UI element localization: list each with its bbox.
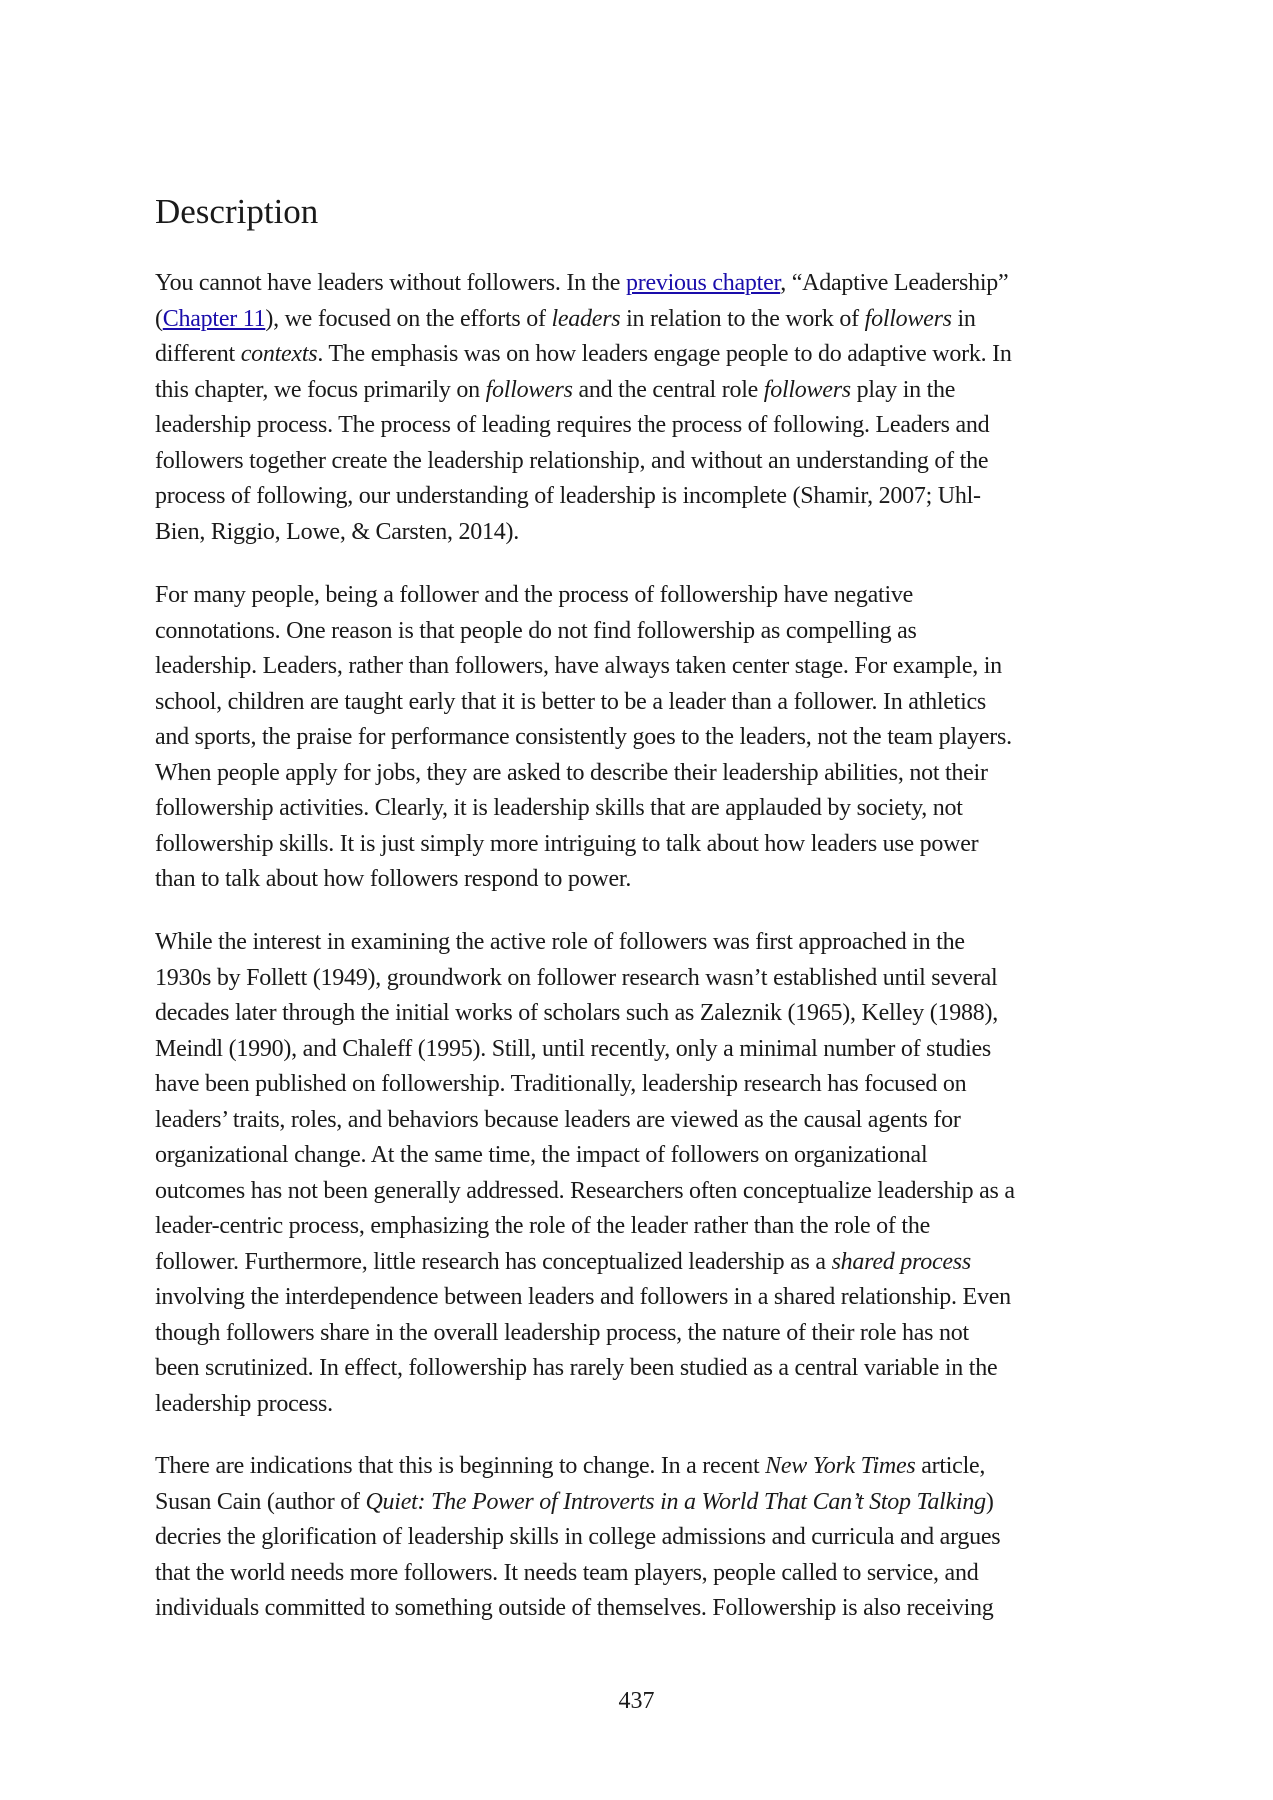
text-line bbox=[155, 649, 1135, 685]
text-segment: this chapter, we focus primarily on bbox=[155, 376, 486, 403]
chapter-link[interactable]: previous chapter bbox=[625, 270, 781, 296]
text-segment: though followers share in the overall leadership process, the nature of their role has not bbox=[155, 1319, 969, 1346]
paragraph bbox=[155, 266, 1135, 550]
text-line bbox=[155, 373, 1135, 409]
text-line bbox=[155, 1520, 1135, 1556]
text-segment: outcomes has not been generally addressed. Researchers often conceptualize leadership as a bbox=[155, 1177, 1015, 1204]
text-line bbox=[155, 720, 1135, 756]
text-segment: followers together create the leadership relationship, and without an understanding of the bbox=[155, 447, 989, 474]
section-heading: Description bbox=[155, 192, 319, 231]
text-segment: organizational change. At the same time, the impact of followers on organizational bbox=[155, 1142, 928, 1168]
text-line bbox=[155, 791, 1135, 827]
text-line bbox=[155, 1387, 1135, 1423]
text-line bbox=[155, 1138, 1135, 1174]
text-segment: leadership process. The process of leading requires the process of following. Leaders and bbox=[155, 412, 990, 438]
text-line bbox=[155, 266, 1135, 302]
text-line bbox=[155, 756, 1135, 792]
text-line bbox=[155, 444, 1135, 480]
text-segment: decries the glorification of leadership skills in college admissions and curricula and argues bbox=[155, 1524, 1001, 1550]
text-segment: been scrutinized. In effect, followership has rarely been studied as a central variable in the bbox=[155, 1355, 998, 1381]
text-segment: Bien, Riggio, Lowe, & Carsten, 2014). bbox=[155, 518, 520, 545]
text-segment: leadership process. bbox=[155, 1390, 333, 1417]
paragraph bbox=[155, 1449, 1135, 1627]
text-line bbox=[155, 1591, 1135, 1627]
text-segment: than to talk about how followers respond to power. bbox=[155, 866, 632, 892]
text-line bbox=[155, 685, 1135, 721]
text-segment: You cannot have leaders without followers. In the bbox=[155, 270, 626, 296]
text-segment: connotations. One reason is that people do not find followership as compelling as bbox=[155, 617, 917, 644]
text-segment: , “Adaptive Leadership” bbox=[780, 270, 1009, 296]
text-line bbox=[155, 1316, 1135, 1352]
text-segment: ) bbox=[985, 1488, 994, 1515]
text-line bbox=[155, 614, 1135, 650]
text-segment: in bbox=[951, 305, 976, 332]
text-line bbox=[155, 515, 1135, 551]
text-line bbox=[155, 578, 1135, 614]
text-line bbox=[155, 1067, 1135, 1103]
paragraph bbox=[155, 578, 1135, 898]
text-segment: school, children are taught early that it is better to be a leader than a follower. In athletics bbox=[155, 688, 987, 715]
text-segment: follower. Furthermore, little research has conceptualized leadership as a bbox=[155, 1248, 832, 1275]
italic-text: shared process bbox=[831, 1248, 971, 1275]
text-segment: that the world needs more followers. It needs team players, people called to service, and bbox=[155, 1559, 979, 1586]
text-line bbox=[155, 961, 1135, 997]
italic-text: leaders bbox=[551, 305, 621, 332]
text-segment: Susan Cain (author of bbox=[155, 1488, 366, 1515]
text-segment: individuals committed to something outside of themselves. Followership is also receiving bbox=[155, 1595, 994, 1621]
text-line bbox=[155, 827, 1135, 863]
text-segment: ( bbox=[155, 305, 163, 332]
text-segment: While the interest in examining the active role of followers was first approached in the bbox=[155, 929, 965, 955]
text-segment: There are indications that this is beginning to change. In a recent bbox=[155, 1453, 766, 1479]
italic-text: contexts bbox=[240, 341, 318, 367]
paragraph bbox=[155, 925, 1135, 1422]
text-line bbox=[155, 302, 1135, 338]
text-line bbox=[155, 925, 1135, 961]
text-line bbox=[155, 1485, 1135, 1521]
text-line bbox=[155, 1556, 1135, 1592]
text-segment: article, bbox=[915, 1453, 986, 1479]
text-line bbox=[155, 1245, 1135, 1281]
text-segment: and sports, the praise for performance consistently goes to the leaders, not the team players. bbox=[155, 724, 1012, 750]
text-segment: have been published on followership. Traditionally, leadership research has focused on bbox=[155, 1071, 967, 1097]
text-segment: leader-centric process, emphasizing the role of the leader rather than the role of the bbox=[155, 1213, 930, 1239]
text-segment: and the central role bbox=[572, 376, 764, 403]
text-segment: different bbox=[155, 341, 241, 367]
text-line bbox=[155, 1449, 1135, 1485]
text-segment: followership skills. It is just simply more intriguing to talk about how leaders use power bbox=[155, 830, 979, 857]
text-segment: decades later through the initial works of scholars such as Zaleznik (1965), Kelley (1988), bbox=[155, 1000, 998, 1026]
italic-text: followers bbox=[485, 376, 573, 403]
text-segment: in relation to the work of bbox=[620, 305, 865, 332]
text-line bbox=[155, 337, 1135, 373]
text-line bbox=[155, 1174, 1135, 1210]
text-line bbox=[155, 1209, 1135, 1245]
text-segment: leaders’ traits, roles, and behaviors because leaders are viewed as the causal agents for bbox=[155, 1106, 961, 1133]
text-segment: Meindl (1990), and Chaleff (1995). Still, until recently, only a minimal number of studies bbox=[155, 1035, 992, 1062]
text-line bbox=[155, 1103, 1135, 1139]
text-segment: leadership. Leaders, rather than followers, have always taken center stage. For example, in bbox=[155, 653, 1002, 679]
text-line bbox=[155, 996, 1135, 1032]
text-segment: When people apply for jobs, they are asked to describe their leadership abilities, not their bbox=[155, 759, 988, 786]
text-segment: 1930s by Follett (1949), groundwork on follower research wasn’t established until several bbox=[155, 964, 998, 991]
text-line bbox=[155, 1351, 1135, 1387]
text-line bbox=[155, 1032, 1135, 1068]
italic-text: followers bbox=[864, 305, 952, 332]
text-line bbox=[155, 862, 1135, 898]
text-line bbox=[155, 408, 1135, 444]
italic-text: followers bbox=[763, 376, 851, 403]
text-line bbox=[155, 1280, 1135, 1316]
text-segment: play in the bbox=[850, 376, 956, 403]
text-segment: followership activities. Clearly, it is leadership skills that are applauded by society, not bbox=[155, 795, 963, 821]
page-number: 437 bbox=[618, 1688, 655, 1714]
chapter-link[interactable]: Chapter 11 bbox=[162, 305, 266, 332]
text-segment: For many people, being a follower and the process of followership have negative bbox=[155, 582, 914, 608]
text-line bbox=[155, 479, 1135, 515]
text-segment: . The emphasis was on how leaders engage people to do adaptive work. In bbox=[317, 341, 1012, 367]
italic-text: New York Times bbox=[765, 1453, 916, 1479]
text-segment: ), we focused on the efforts of bbox=[265, 305, 552, 332]
italic-text: Quiet: The Power of Introverts in a World That Can’t Stop Talking bbox=[365, 1488, 986, 1515]
text-segment: involving the interdependence between leaders and followers in a shared relationship. Even bbox=[155, 1284, 1011, 1310]
text-segment: process of following, our understanding of leadership is incomplete (Shamir, 2007; Uhl- bbox=[155, 483, 981, 509]
